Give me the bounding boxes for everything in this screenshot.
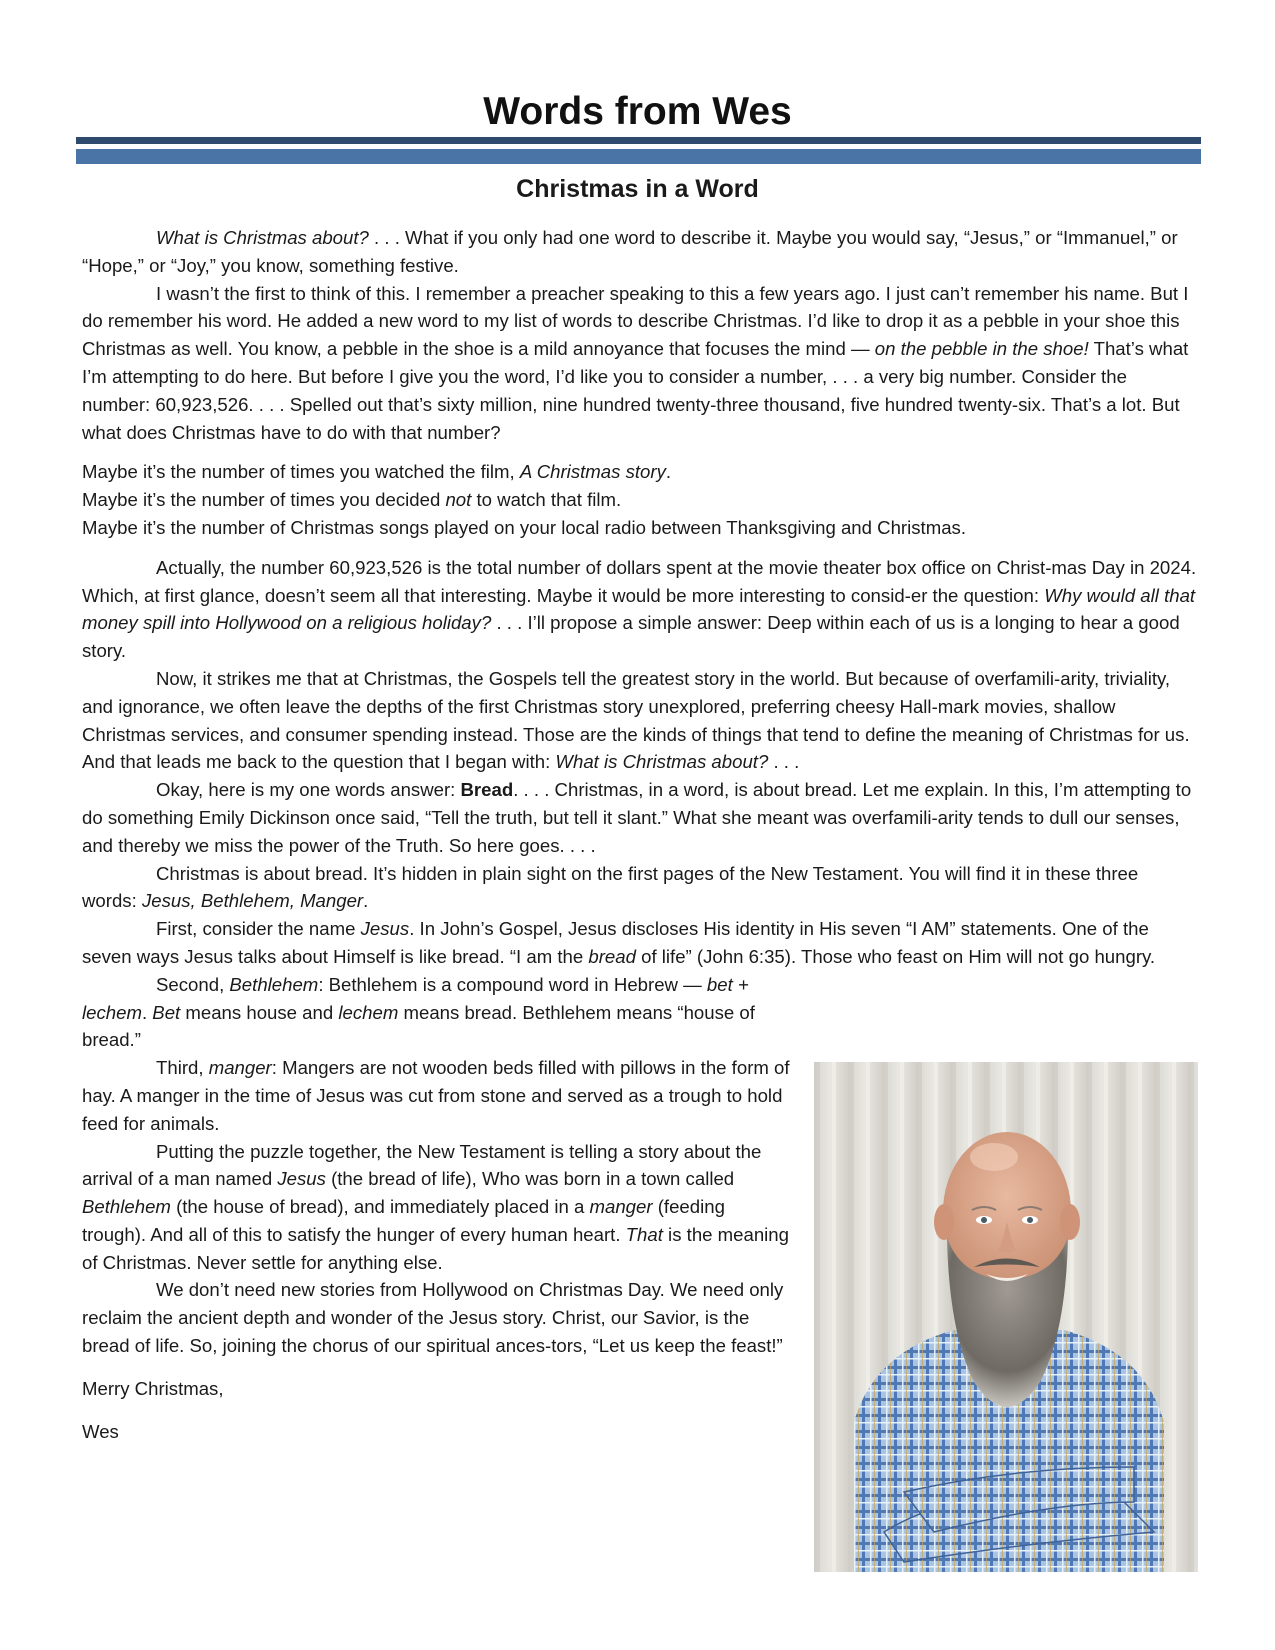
maybe-line-3: Maybe it’s the number of Christmas songs played on your local radio between Thanksgiving and Christmas. (82, 516, 967, 538)
author-portrait-image (814, 1062, 1198, 1572)
paragraph-6: Christmas is about bread. It’s hidden in plain sight on the first pages of the New Testament. You will find it in these three words: Jesus, Bethlehem, Manger. (82, 862, 1139, 912)
paragraph-5: Okay, here is my one words answer: Bread. . . . Christmas, in a word, is about bread. Let me explain. In this, I’m attempting to do something Emily Dickinson once said, “Tell the truth, but tell it slant.” What she meant was overfamili-arity tends to dull our senses, and thereby we miss the power of the Truth. So here goes. . . . (82, 779, 1192, 856)
signature: Wes (82, 1420, 119, 1442)
paragraph-9: Third, manger: Mangers are not wooden beds filled with pillows in the form of hay. A manger in the time of Jesus was cut from stone and served as a trough to hold feed for animals. (82, 1057, 790, 1134)
paragraph-11: We don’t need new stories from Hollywood on Christmas Day. We need only reclaim the ancient depth and wonder of the Jesus story. Christ, our Savior, is the bread of life. So, joining the chorus of our spiritual ances-tors, “Let us keep the feast!” (82, 1279, 784, 1357)
header-rule-thick (76, 149, 1201, 164)
paragraph-1: What is Christmas about? . . . What if you only had one word to describe it. Maybe you would say, “Jesus,” or “Immanuel,” or “Hope,” or “Joy,” you know, something festive. (82, 227, 1178, 276)
paragraph-8: Second, Bethlehem: Bethlehem is a compound word in Hebrew — bet + lechem. Bet means house and lechem means bread. Bethlehem means “house of bread.” (82, 973, 755, 1051)
header-rule-thin (76, 137, 1201, 144)
page-title: Words from Wes (483, 90, 792, 133)
maybe-line-2: Maybe it’s the number of times you decided not to watch that film. (82, 489, 622, 511)
maybe-line-1: Maybe it’s the number of times you watched the film, A Christmas story. (82, 461, 672, 483)
paragraph-7: First, consider the name Jesus. In John’s Gospel, Jesus discloses His identity in His seven “I AM” statements. One of the seven ways Jesus talks about Himself is like bread. “I am the bread of life” (John 6:35). Those who feast on Him will not go hungry. (82, 918, 1156, 967)
article-title: Christmas in a Word (516, 175, 759, 203)
author-photo (814, 1062, 1198, 1572)
paragraph-4: Now, it strikes me that at Christmas, the Gospels tell the greatest story in the world. But because of overfamili-arity, triviality, and ignorance, we often leave the depths of the first Christmas story unexplored, preferring cheesy Hall-mark movies, shallow Christmas services, and consumer spending instead. Those are the kinds of things that tend to define the meaning of Christmas for us. And that leads me back to the question that I began with: What is Christmas about? . . . (82, 667, 1190, 773)
paragraph-2: I wasn’t the first to think of this. I remember a preacher speaking to this a few years ago. I just can’t remember his name. But I do remember his word. He added a new word to my list of words to describe Christmas. I’d like to drop it as a pebble in your shoe this Christmas as well. You know, a pebble in the shoe is a mild annoyance that focuses the mind — on the pebble in the shoe! That’s what I’m attempting to do here. But before I give you the word, I’d like you to consider a number, . . . a very big number. Consider the number: 60,923,526. . . . Spelled out that’s sixty million, nine hundred twenty-three thousand, five hundred twenty-six. That’s a lot. But what does Christmas have to do with that number? (82, 282, 1189, 443)
closing-line: Merry Christmas, (82, 1377, 224, 1399)
paragraph-3: Actually, the number 60,923,526 is the total number of dollars spent at the movie theater box office on Christ-mas Day in 2024. Which, at first glance, doesn’t seem all that interesting. Maybe it would be more interesting to consid-er the question: Why would all that money spill into Hollywood on a religious holiday? . . . I’ll propose a simple answer: Deep within each of us is a longing to hear a good story. (82, 556, 1197, 662)
paragraph-10: Putting the puzzle together, the New Testament is telling a story about the arrival of a man named Jesus (the bread of life), Who was born in a town called Bethlehem (the house of bread), and immediately placed in a manger (feeding trough). And all of this to satisfy the hunger of every human heart. That is the meaning of Christmas. Never settle for anything else. (82, 1140, 789, 1273)
